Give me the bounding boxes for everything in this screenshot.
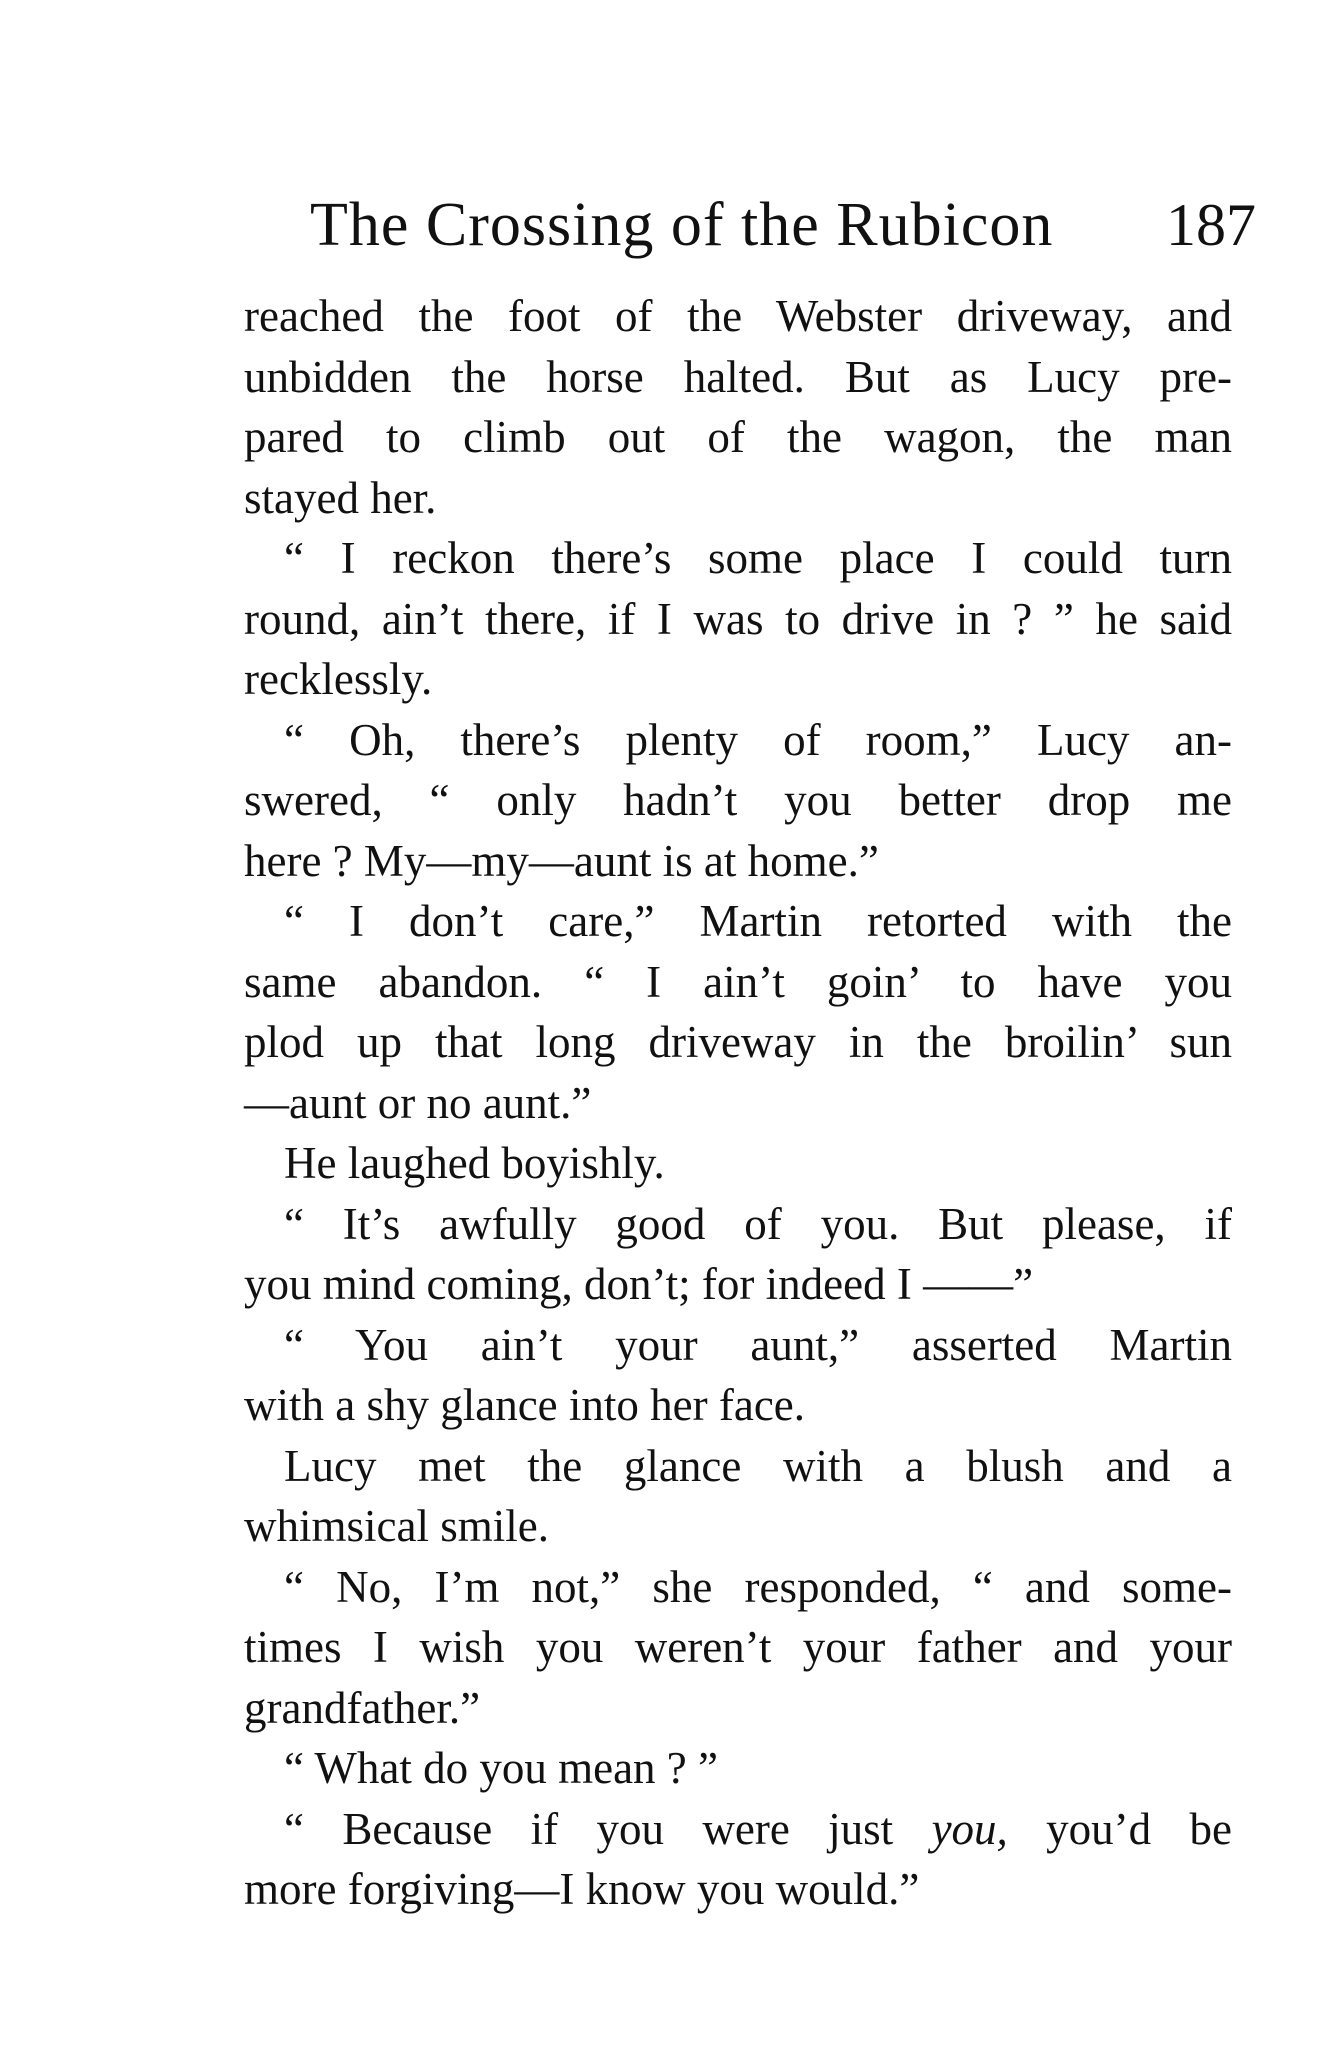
text-line: recklessly. [244, 654, 433, 704]
running-head [310, 190, 1256, 260]
text-line: Lucy met the glance with a blush and a [284, 1440, 1232, 1491]
text-line: “ You ain’t your aunt,” asserted Martin [284, 1319, 1232, 1370]
body-text [244, 286, 1232, 1920]
text-line: “ No, I’m not,” she responded, “ and some- [284, 1561, 1232, 1612]
text-line: whimsical smile. [244, 1501, 549, 1551]
text-line: with a shy glance into her face. [244, 1380, 806, 1430]
chapter-title: The Crossing of the Rubicon [310, 191, 1054, 259]
text-line: plod up that long driveway in the broilin’ sun [244, 1017, 1232, 1067]
text-line: He laughed boyishly. [284, 1138, 665, 1188]
text-line: “ I don’t care,” Martin retorted with the [284, 896, 1232, 946]
text-line [244, 1799, 1232, 1860]
text-line: swered, “ only hadn’t you better drop me [244, 775, 1232, 825]
text-line: you mind coming, don’t; for indeed I ——” [244, 1259, 1034, 1309]
text-line: same abandon. “ I ain’t goin’ to have you [244, 956, 1232, 1007]
text-line: grandfather.” [244, 1682, 481, 1733]
page-number: 187 [1166, 192, 1256, 258]
text-line: —aunt or no aunt.” [244, 1077, 592, 1128]
italic-word: you, [931, 1803, 1008, 1854]
text-line: here ? My—my—aunt is at home.” [244, 835, 879, 886]
text-line: times I wish you weren’t your father and your [244, 1622, 1232, 1672]
text-line: “ It’s awfully good of you. But please, if [284, 1198, 1232, 1249]
text-line: stayed her. [244, 472, 437, 523]
text-line: “ Oh, there’s plenty of room,” Lucy an- [284, 714, 1232, 765]
text-line: “ What do you mean ? ” [284, 1743, 719, 1793]
text-run: “ Because if you were just [284, 1803, 932, 1854]
text-line: pared to climb out of the wagon, the man [244, 412, 1232, 462]
text-line: unbidden the horse halted. But as Lucy pre- [244, 351, 1232, 402]
text-line: round, ain’t there, if I was to drive in ? ” he said [244, 593, 1232, 644]
text-line: “ I reckon there’s some place I could turn [284, 533, 1232, 583]
text-line: reached the foot of the Webster driveway, and [244, 291, 1232, 341]
text-line: more forgiving—I know you would.” [244, 1864, 920, 1914]
text-run: you’d be [1007, 1803, 1232, 1854]
